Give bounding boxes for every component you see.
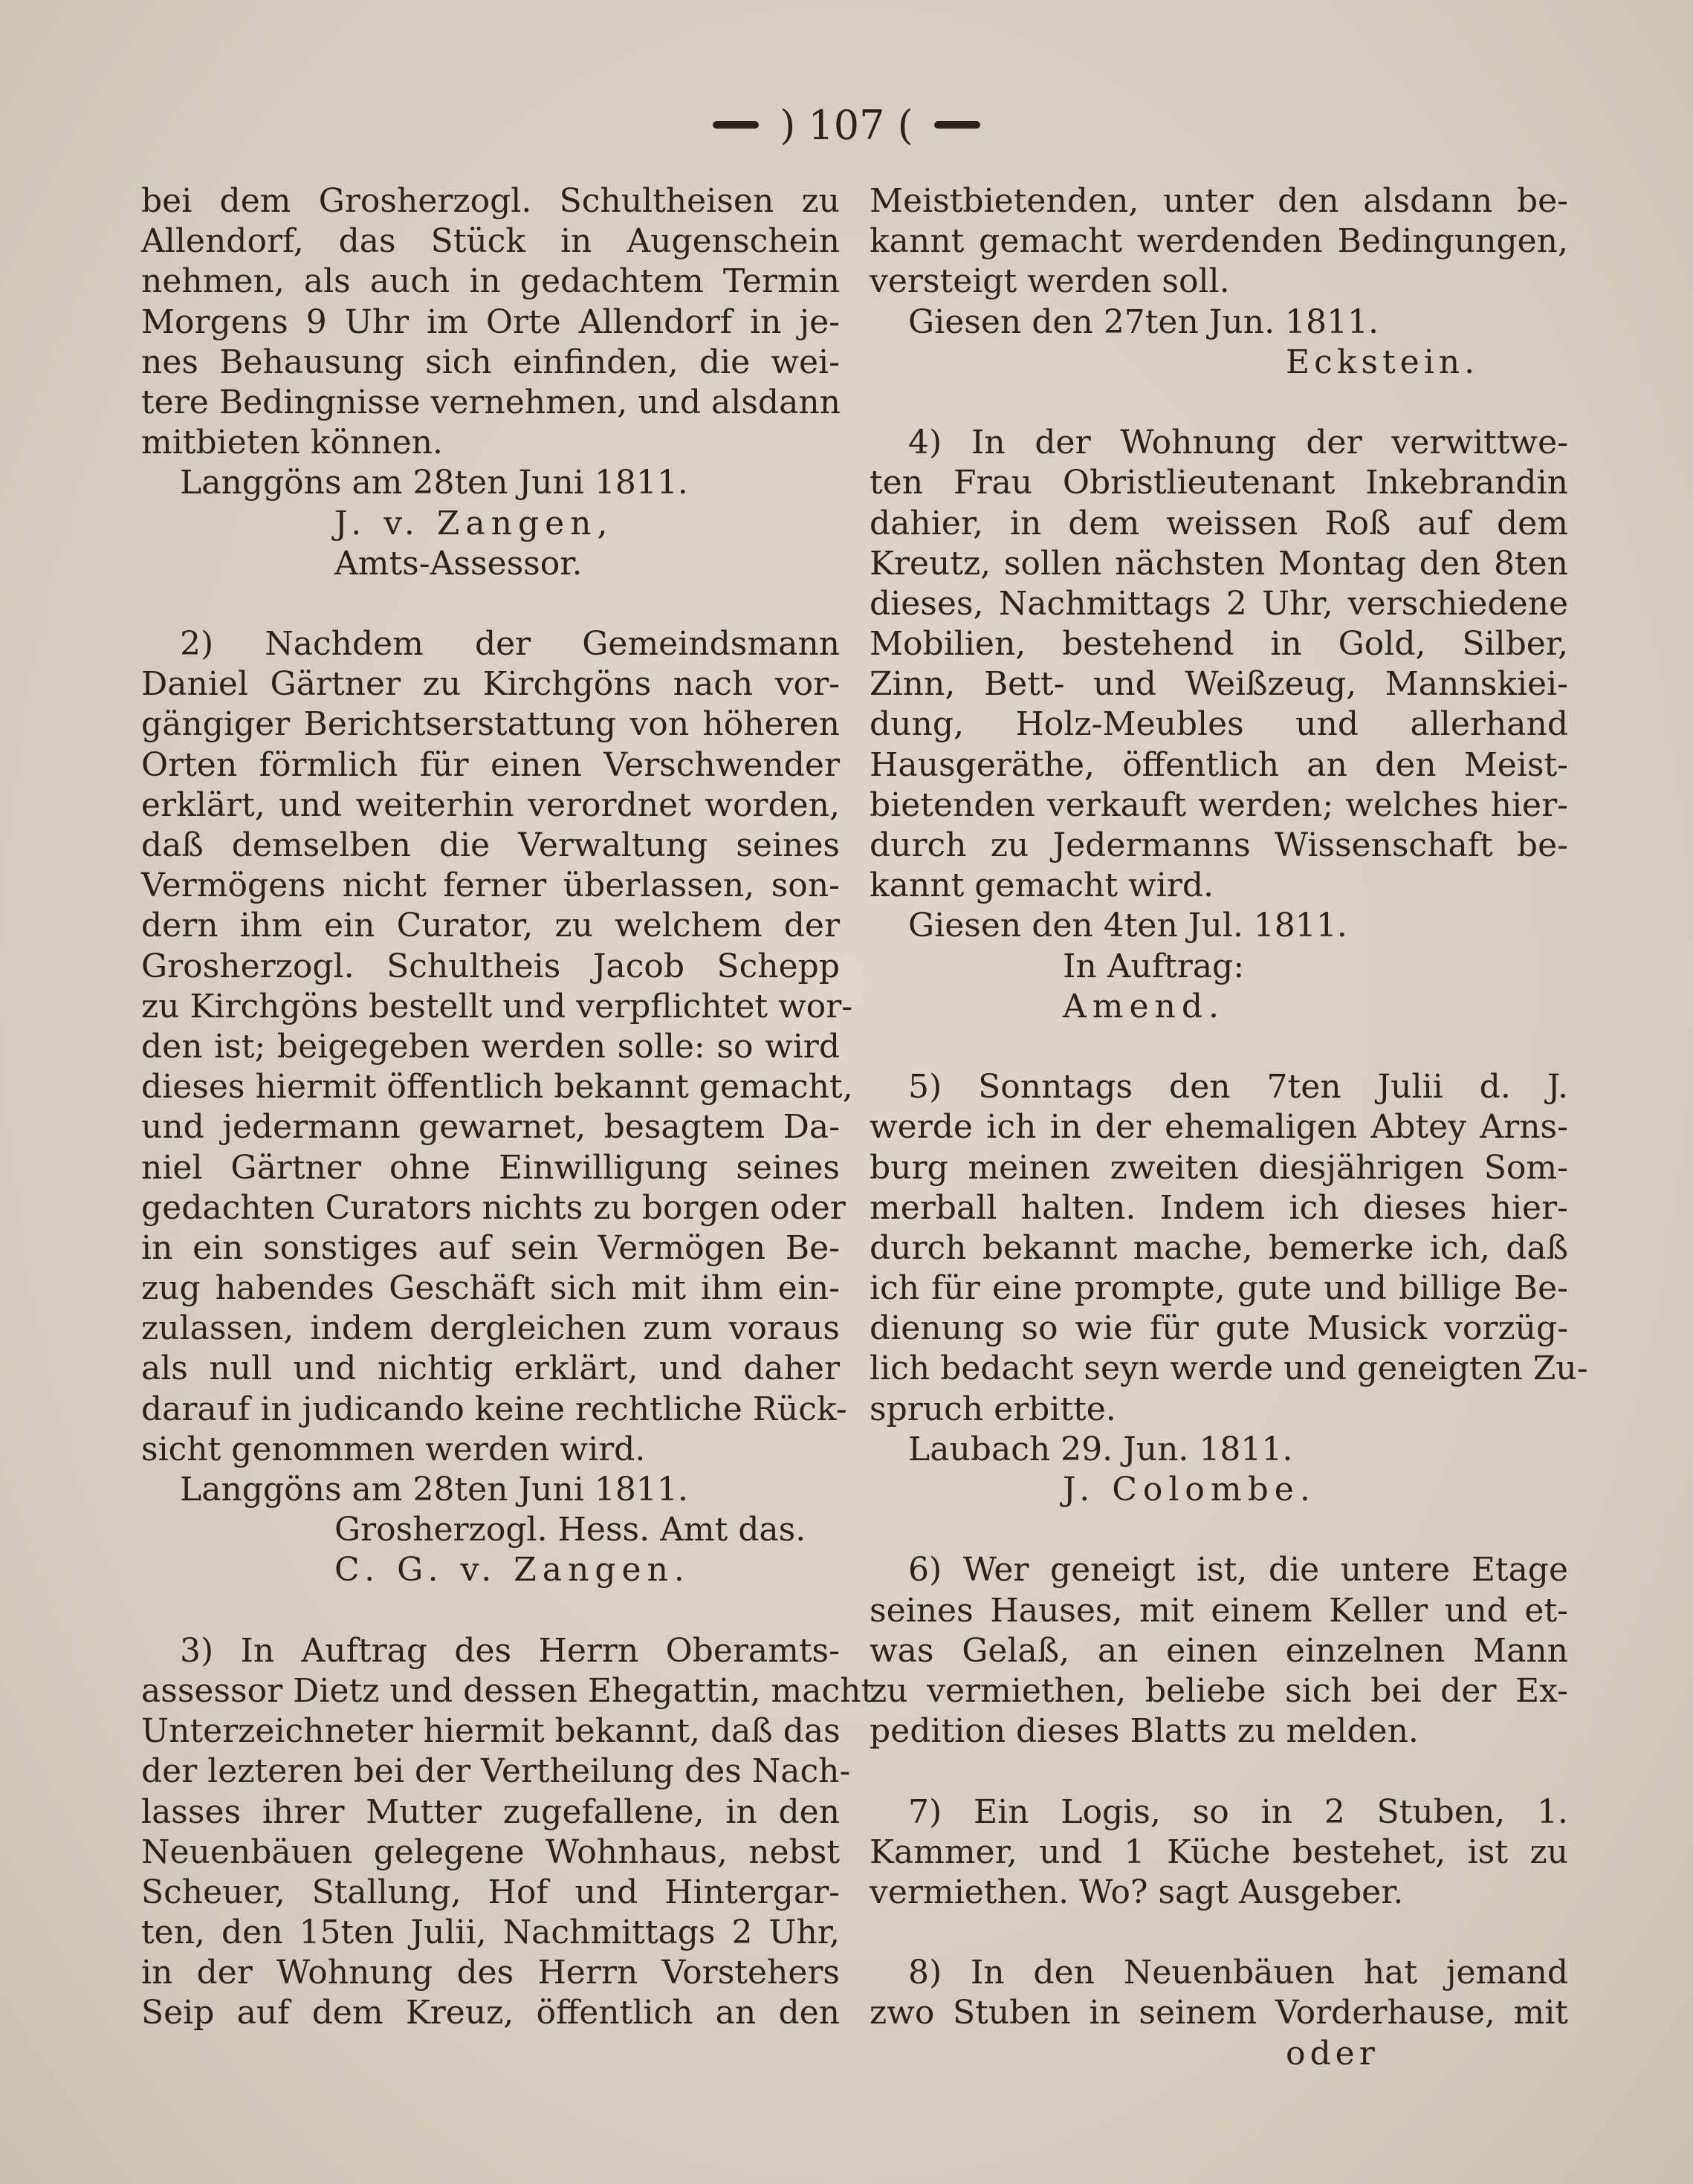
left-column-line: gängiger Berichtserstattung von höheren [141, 705, 840, 744]
right-column-line: oder [1286, 2034, 1379, 2073]
right-column-line: pedition dieses Blatts zu melden. [870, 1712, 1419, 1751]
left-column-line: zulassen, indem dergleichen zum voraus [141, 1309, 840, 1348]
right-column-line: merball halten. Indem ich dieses hier- [870, 1188, 1568, 1227]
left-column-line: J. v. Zangen, [334, 504, 614, 542]
left-column-line: Orten förmlich für einen Verschwender [141, 745, 840, 784]
left-column-line: Seip auf dem Kreuz, öffentlich an den [141, 1994, 840, 2032]
right-column-line: In Auftrag: [1063, 947, 1245, 985]
right-column-line: Hausgeräthe, öffentlich an den Meist- [870, 745, 1568, 784]
right-column-line: kannt gemacht werdenden Bedingungen, [870, 222, 1568, 261]
left-column-line [141, 1591, 840, 1631]
right-column-line: burg meinen zweiten diesjährigen Som- [870, 1148, 1568, 1187]
left-column-line: C. G. v. Zangen. [334, 1551, 690, 1590]
left-column-line [141, 584, 840, 624]
right-column-line: Giesen den 4ten Jul. 1811. [908, 907, 1347, 945]
right-column-line: was Gelaß, an einen einzelnen Mann [870, 1631, 1568, 1670]
left-column-line: lasses ihrer Mutter zugefallene, in den [141, 1792, 840, 1831]
left-column-line: Allendorf, das Stück in Augenschein [141, 222, 840, 261]
left-column-line: 2) Nachdem der Gemeindsmann [180, 625, 840, 664]
left-column-line: erklärt, und weiterhin verordnet worden, [141, 785, 840, 824]
left-column-line: dern ihm ein Curator, zu welchem der [141, 907, 840, 945]
left-column-line: in der Wohnung des Herrn Vorstehers [141, 1954, 840, 1992]
left-column-line: zu Kirchgöns bestellt und verpflichtet wor- [141, 987, 853, 1025]
right-column-line: durch bekannt mache, bemerke ich, daß [870, 1228, 1568, 1267]
right-column-line: 4) In der Wohnung der verwittwe- [908, 424, 1568, 462]
right-column-line: werde ich in der ehemaligen Abtey Arns- [870, 1108, 1568, 1147]
left-column-line: tere Bedingnisse vernehmen, und alsdann [141, 383, 841, 421]
page-header [0, 95, 1693, 155]
left-column-line: nehmen, als auch in gedachtem Termin [141, 262, 840, 301]
left-column-line: Morgens 9 Uhr im Orte Allendorf in je- [141, 302, 840, 341]
left-column-line: gedachten Curators nichts zu borgen oder [141, 1188, 846, 1227]
right-column-line [870, 1027, 1568, 1067]
right-column-line: zwo Stuben in seinem Vorderhause, mit [870, 1994, 1568, 2032]
left-column-line: Unterzeichneter hiermit bekannt, daß das [141, 1712, 841, 1751]
left-column-line: mitbieten können. [141, 424, 443, 462]
right-column-line: Zinn, Bett- und Weißzeug, Mannskiei- [870, 665, 1568, 704]
right-text-column [870, 181, 1588, 2074]
left-column-line: der lezteren bei der Vertheilung des Nach- [141, 1752, 851, 1791]
right-column-line: 7) Ein Logis, so in 2 Stuben, 1. [908, 1792, 1568, 1831]
left-column-line: Neuenbäuen gelegene Wohnhaus, nebst [141, 1833, 840, 1871]
right-column-line: versteigt werden soll. [870, 262, 1230, 301]
right-column-line: vermiethen. Wo? sagt Ausgeber. [870, 1873, 1404, 1911]
right-column-line: J. Colombe. [1063, 1471, 1316, 1509]
left-column-line: Grosherzogl. Hess. Amt das. [334, 1511, 806, 1549]
right-column-line: Kreutz, sollen nächsten Montag den 8ten [870, 544, 1568, 583]
right-column-line [870, 1752, 1568, 1792]
left-column-line: sicht genommen werden wird. [141, 1430, 646, 1468]
left-column-line: Amts-Assessor. [334, 544, 583, 583]
right-column-line: dahier, in dem weissen Roß auf dem [870, 504, 1568, 542]
right-column-line: Amend. [1063, 987, 1226, 1025]
right-column-line: ten Frau Obristlieutenant Inkebrandin [870, 464, 1568, 502]
right-column-line: spruch erbitte. [870, 1390, 1116, 1428]
left-column-line: Grosherzogl. Schultheis Jacob Schepp [141, 947, 840, 985]
right-column-line [870, 1913, 1568, 1953]
right-column-line: 6) Wer geneigt ist, die untere Etage [908, 1551, 1568, 1590]
left-column-line: 3) In Auftrag des Herrn Oberamts- [180, 1631, 840, 1670]
right-column-line: dienung so wie für gute Musick vorzüg- [870, 1309, 1568, 1348]
right-column-line: 8) In den Neuenbäuen hat jemand [908, 1954, 1568, 1992]
left-column-line: niel Gärtner ohne Einwilligung seines [141, 1148, 840, 1187]
right-column-line: zu vermiethen, beliebe sich bei der Ex- [870, 1671, 1568, 1710]
left-column-line: bei dem Grosherzogl. Schultheisen zu [141, 182, 840, 220]
left-column-line: dieses hiermit öffentlich bekannt gemacht, [141, 1068, 853, 1106]
right-column-line: ich für eine prompte, gute und billige Be- [870, 1269, 1568, 1308]
left-column-line: zug habendes Geschäft sich mit ihm ein- [141, 1269, 840, 1308]
left-column-line: Langgöns am 28ten Juni 1811. [180, 1471, 688, 1509]
left-column-line: in ein sonstiges auf sein Vermögen Be- [141, 1228, 840, 1267]
right-column-line: Giesen den 27ten Jun. 1811. [908, 302, 1379, 341]
right-column-line: Kammer, und 1 Küche bestehet, ist zu [870, 1833, 1568, 1871]
left-column-line: Daniel Gärtner zu Kirchgöns nach vor- [141, 665, 840, 704]
left-column-line: darauf in judicando keine rechtliche Rück- [141, 1390, 847, 1428]
right-column-line: Laubach 29. Jun. 1811. [908, 1430, 1293, 1468]
right-column-line: durch zu Jedermanns Wissenschaft be- [870, 826, 1568, 864]
right-ornament-rule [934, 121, 980, 129]
right-column-line: kannt gemacht wird. [870, 866, 1214, 905]
right-column-line: Eckstein. [1286, 343, 1480, 381]
right-column-line: bietenden verkauft werden; welches hier- [870, 785, 1568, 824]
page-number: ) 107 ( [780, 101, 913, 149]
left-text-column [141, 181, 875, 2034]
right-column-line: dung, Holz-Meubles und allerhand [870, 705, 1568, 744]
left-column-line: Scheuer, Stallung, Hof und Hintergar- [141, 1873, 840, 1911]
right-column-line [870, 383, 1568, 423]
left-column-line: als null und nichtig erklärt, und daher [141, 1349, 840, 1388]
left-column-line: ten, den 15ten Julii, Nachmittags 2 Uhr, [141, 1914, 840, 1952]
left-column-line: den ist; beigegeben werden solle: so wird [141, 1027, 840, 1066]
left-column-line: assessor Dietz und dessen Ehegattin, macht [141, 1671, 875, 1710]
left-column-line: Langgöns am 28ten Juni 1811. [180, 464, 688, 502]
right-column-line: seines Hauses, mit einem Keller und et- [870, 1591, 1568, 1630]
left-ornament-rule [713, 121, 759, 129]
right-column-line [870, 1510, 1568, 1550]
left-column-line: Vermögens nicht ferner überlassen, son- [141, 866, 840, 905]
right-column-line: 5) Sonntags den 7ten Julii d. J. [908, 1068, 1568, 1106]
right-column-line: dieses, Nachmittags 2 Uhr, verschiedene [870, 584, 1568, 623]
left-column-line: und jedermann gewarnet, besagtem Da- [141, 1108, 840, 1147]
left-column-line: nes Behausung sich einfinden, die wei- [141, 343, 840, 381]
right-column-line: Mobilien, bestehend in Gold, Silber, [870, 625, 1568, 664]
right-column-line: Meistbietenden, unter den alsdann be- [870, 182, 1568, 220]
left-column-line: daß demselben die Verwaltung seines [141, 826, 840, 864]
right-column-line: lich bedacht seyn werde und geneigten Zu- [870, 1349, 1588, 1388]
